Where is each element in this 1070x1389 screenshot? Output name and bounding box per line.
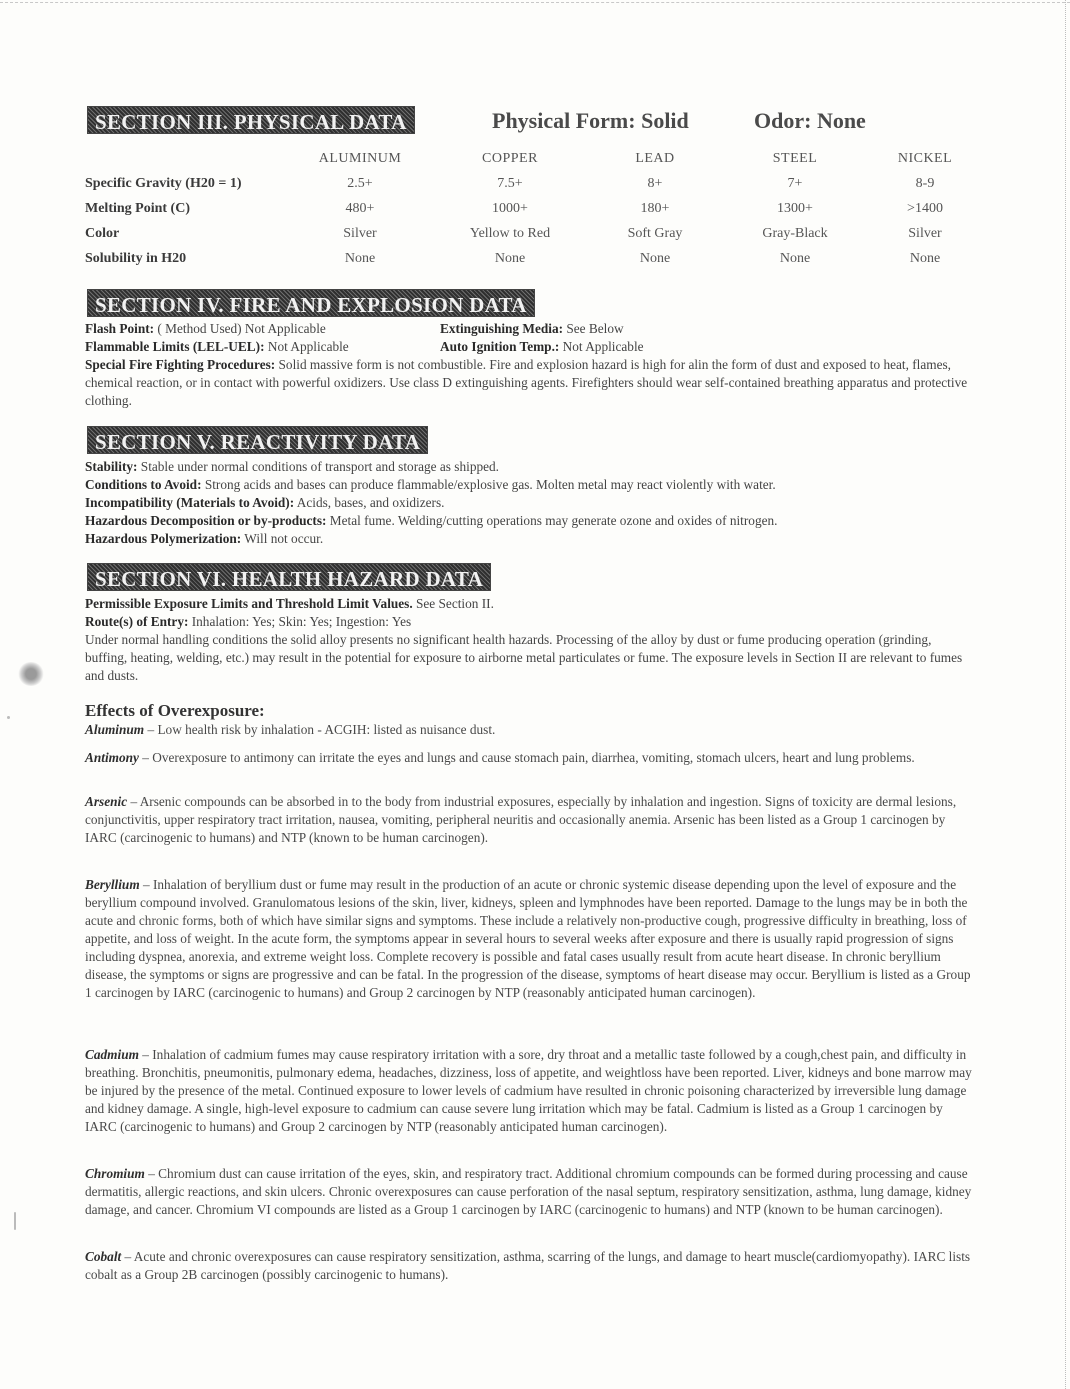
scan-edge-right [1064,0,1066,1389]
table-cell: Silver [343,225,377,241]
reactivity-value: Will not occur. [241,531,324,546]
table-cell: >1400 [907,200,943,216]
effect-text: – Acute and chronic overexposures can cause respiratory sensitization, asthma, scarring of the lungs, and damage to heart muscle(cardiomyopathy). IARC lists cobalt as a Group 2B carcinogen (possibly carcinogenic to humans). [85,1249,971,1282]
table-cell: 1300+ [777,200,813,216]
column-header: LEAD [635,150,675,166]
effect-cobalt [85,1248,975,1284]
flammable-limits-label: Flammable Limits (LEL-UEL): [85,339,265,354]
auto-ignition-value: Not Applicable [559,339,644,354]
scan-edge-top [0,2,1070,5]
table-cell: Yellow to Red [469,225,551,241]
scan-speck [7,716,10,719]
reactivity-item [85,512,975,530]
effect-aluminum [85,721,975,739]
effect-arsenic [85,793,975,847]
table-cell: None [909,250,941,266]
effect-name: Antimony [85,750,139,765]
section-5-title: SECTION V. REACTIVITY DATA [87,426,428,454]
effect-text: – Inhalation of cadmium fumes may cause respiratory irritation with a sore, dry throat and a metallic taste followed by a cough,chest pain, and difficulty in breathing. Bronchitis, pneumonitis, pulmonary edema, headaches, dizziness, loss of appetite, and weightloss have been reported. Liver, kidneys and bone marrow may be injured by the presence of the metal. Continued exposure to lower levels of cadmium have resulted in chronic poisoning characterized by irreversible lung damage and kidney damage. A single, high-level exposure to cadmium can cause severe lung irritation which may be fatal. Cadmium is listed as a Group 1 carcinogen by IARC (carcinogenic to humans) and Group 2 carcinogen by NTP (reasonably anticipated human carcinogen). [85,1047,972,1134]
row-label: Solubility in H20 [85,250,187,266]
reactivity-value: Acids, bases, and oxidizers. [294,495,445,510]
flash-point-label: Flash Point: [85,321,155,336]
table-cell: None [779,250,811,266]
reactivity-item [85,530,975,548]
effect-antimony [85,749,975,767]
reactivity-value: Metal fume. Welding/cutting operations may generate ozone and oxides of nitrogen. [326,513,778,528]
pel-value: See Section II. [412,596,494,611]
special-procedures-value: Solid massive form is not combustible. Fire and explosion hazard is high for alin the form of dust and exposed to heat, flames, chemical reaction, or in contact with powerful oxidizers. Use class D extinguishing agents. Firefighters should wear self-contained breathing apparatus and protective clothing. [85,357,968,408]
health-paragraph: Under normal handling conditions the solid alloy presents no significant health hazards. Processing of the alloy by dust or fume producing operation (grinding, buffing, heating, welding, etc.) may result in the potential for exposure to airborne metal particulates or fume. The exposure levels in Section II are relevant to fumes and dusts. [85,632,963,683]
table-header-row [85,146,985,171]
table-cell: 8-9 [915,175,935,191]
table-cell: Soft Gray [627,225,683,241]
section-6-title: SECTION VI. HEALTH HAZARD DATA [87,563,491,591]
table-cell: 480+ [345,200,375,216]
table-cell: 180+ [640,200,670,216]
reactivity-value: Strong acids and bases can produce flammable/explosive gas. Molten metal may react violently with water. [201,477,776,492]
extinguishing-media-label: Extinguishing Media: [440,321,564,336]
auto-ignition-label: Auto Ignition Temp.: [440,339,560,354]
section-4-title: SECTION IV. FIRE AND EXPLOSION DATA [87,289,535,317]
table-cell: 1000+ [492,200,528,216]
reactivity-label: Conditions to Avoid: [85,477,202,492]
effect-name: Beryllium [85,877,140,892]
route-value: Inhalation: Yes; Skin: Yes; Ingestion: Yes [188,614,412,629]
special-procedures-label: Special Fire Fighting Procedures: [85,357,276,372]
effect-name: Cadmium [85,1047,139,1062]
health-hazard-block [85,595,975,685]
effect-text: – Low health risk by inhalation - ACGIH: listed as nuisance dust. [144,722,496,737]
reactivity-item [85,494,975,512]
row-label: Specific Gravity (H20 = 1) [85,175,242,191]
effect-text: – Arsenic compounds can be absorbed in to the body from industrial exposures, especially by inhalation and ingestion. Signs of toxicity are dermal lesions, conjunctivitis, upper respiratory tract irritation, nausea, vomiting, peripheral neuritis and occasionally anemia. Arsenic has been listed as a Group 1 carcinogen by IARC (carcinogenic to humans) and NTP (known to be human carcinogen). [85,794,957,845]
fire-data-block [85,320,975,410]
flammable-limits-value: Not Applicable [264,339,349,354]
reactivity-value: Stable under normal conditions of transport and storage as shipped. [137,459,499,474]
scan-speck [14,1212,16,1230]
table-cell: 8+ [647,175,663,191]
effect-text: – Overexposure to antimony can irritate the eyes and lungs and cause stomach pain, diarrhea, vomiting, stomach ulcers, heart and lung problems. [138,750,915,765]
column-header: NICKEL [897,150,953,166]
effects-title: Effects of Overexposure: [85,701,265,720]
pel-label: Permissible Exposure Limits and Threshold Limit Values. [85,596,413,611]
section-3-title: SECTION III. PHYSICAL DATA [87,106,415,134]
physical-form-label: Physical Form: Solid [492,108,689,133]
reactivity-label: Hazardous Polymerization: [85,531,242,546]
table-row [85,196,985,221]
effect-text: – Chromium dust can cause irritation of the eyes, skin, and respiratory tract. Additional chromium compounds can be formed during processing and cause dermatitis, allergic reactions, and skin ulcers. Chronic overexposures can cause perforation of the nasal septum, respiratory sensitization, asthma, lung damage, kidney damage, and cancer. Chromium VI compounds are listed as a Group 1 carcinogen by IARC (carcinogenic to humans) and NTP (known to be human carcinogen). [85,1166,972,1217]
effect-beryllium [85,876,975,1002]
odor-label: Odor: None [754,108,866,133]
effect-cadmium [85,1046,975,1136]
table-cell: None [494,250,526,266]
effect-chromium [85,1165,975,1219]
physical-data-table [85,146,985,271]
reactivity-item [85,476,975,494]
effect-name: Aluminum [85,722,145,737]
column-header: STEEL [772,150,818,166]
reactivity-label: Stability: [85,459,138,474]
column-header: COPPER [482,150,538,166]
route-label: Route(s) of Entry: [85,614,189,629]
extinguishing-media-value: See Below [563,321,624,336]
column-header: ALUMINUM [318,150,402,166]
reactivity-item [85,458,975,476]
row-label: Melting Point (C) [85,200,190,216]
table-cell: None [639,250,671,266]
flash-point-value: ( Method Used) Not Applicable [154,321,326,336]
effect-name: Chromium [85,1166,145,1181]
table-cell: 2.5+ [347,175,373,191]
table-row [85,221,985,246]
reactivity-block [85,458,975,548]
reactivity-label: Incompatibility (Materials to Avoid): [85,495,295,510]
scan-smudge [18,662,44,686]
effect-text: – Inhalation of beryllium dust or fume may result in the production of an acute or chronic systemic disease depending upon the level of exposure and the beryllium compound involved. Granulomatous lesions of the skin, liver, kidneys, spleen and lymphnodes have been reported. Damage to the lungs may be in both the acute and chronic forms, both of which have similar signs and symptoms. These include a relatively non-productive cough, progressive difficulty in breathing, loss of appetite, and loss of weight. In the acute form, the symptoms appear in several hours to several weeks after exposure and there is usually rapid progression of signs including dyspnea, anorexia, and extreme weight loss. Complete recovery is possible and fatal cases usually result from acute heart disease. In chronic beryllium disease, the symptoms or signs are progressive and can be fatal. In the progression of the disease, symptoms of heart disease may occur. Beryllium is listed as a Group 1 carcinogen by IARC (carcinogenic to humans) and Group 2 carcinogen by NTP (reasonably anticipated human carcinogen). [85,877,971,1000]
table-cell: 7+ [787,175,803,191]
table-row [85,246,985,271]
row-label: Color [85,225,120,241]
effect-name: Cobalt [85,1249,122,1264]
table-cell: Gray-Black [762,225,828,241]
table-row [85,171,985,196]
table-cell: None [344,250,376,266]
reactivity-label: Hazardous Decomposition or by-products: [85,513,327,528]
table-cell: 7.5+ [497,175,523,191]
effect-name: Arsenic [85,794,128,809]
table-cell: Silver [908,225,942,241]
